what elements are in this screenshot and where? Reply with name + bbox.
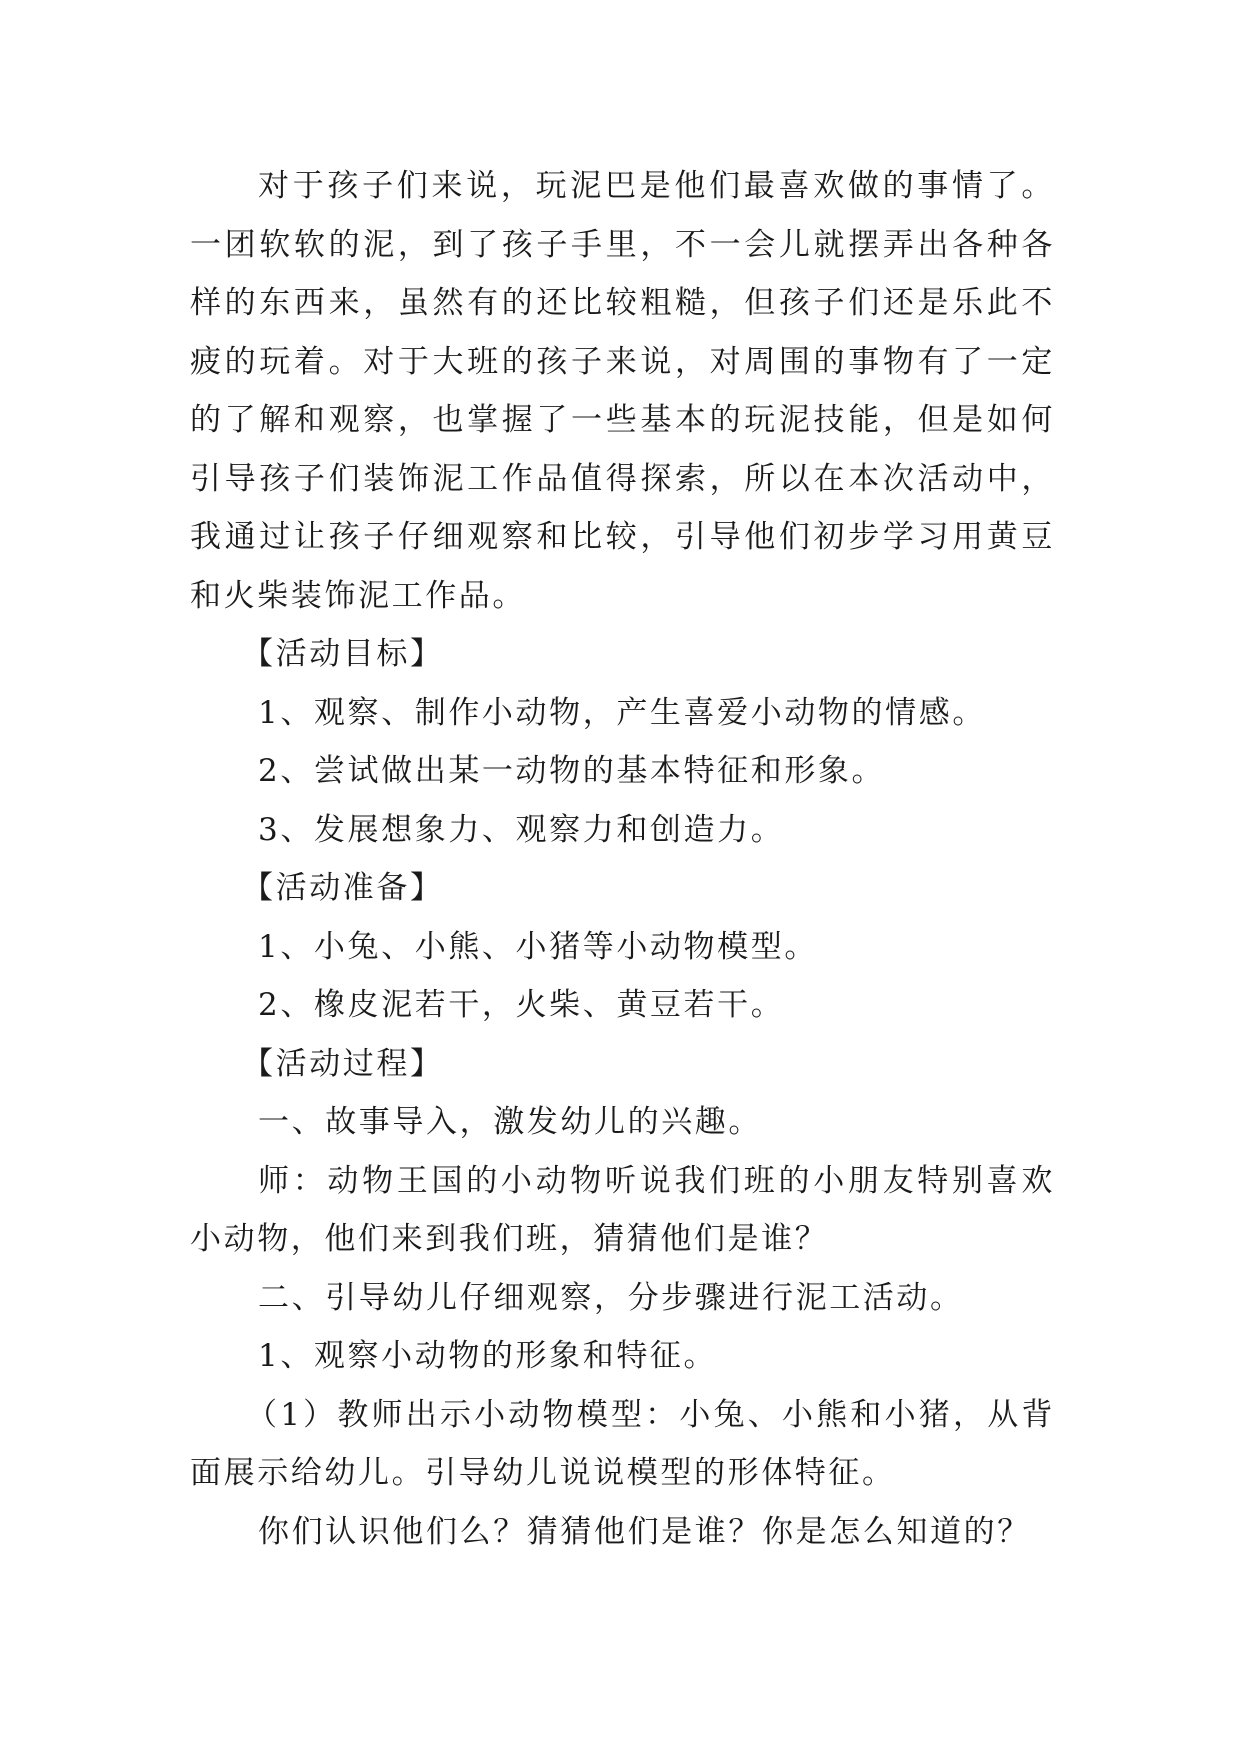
goal-item-1: 1、观察、制作小动物，产生喜爱小动物的情感。 (258, 694, 986, 731)
document-page (190, 157, 1055, 1561)
question-line: 你们认识他们么？猜猜他们是谁？你是怎么知道的？ (258, 1513, 1031, 1550)
prep-item-1: 1、小兔、小熊、小猪等小动物模型。 (258, 928, 818, 965)
process-heading: 【活动过程】 (242, 1045, 444, 1082)
process-step-1: 一、故事导入，激发幼儿的兴趣。 (258, 1104, 762, 1140)
teacher-line: 师：动物王国的小动物听说我们班的小朋友特别喜欢小动物，他们来到我们班，猜猜他们是谁？ (190, 1162, 1055, 1257)
goal-item-2: 2、尝试做出某一动物的基本特征和形象。 (258, 753, 886, 789)
prep-item-2: 2、橡皮泥若干，火柴、黄豆若干。 (258, 987, 785, 1023)
process-step-2-1-1: （1）教师出示小动物模型：小兔、小熊和小猪，从背面展示给幼儿。引导幼儿说说模型的形体特征。 (190, 1396, 1055, 1491)
goal-item-3: 3、发展想象力、观察力和创造力。 (258, 811, 785, 848)
process-step-2: 二、引导幼儿仔细观察，分步骤进行泥工活动。 (258, 1279, 964, 1316)
intro-paragraph: 对于孩子们来说，玩泥巴是他们最喜欢做的事情了。一团软软的泥，到了孩子手里，不一会儿就摆弄出各种各样的东西来，虽然有的还比较粗糙，但孩子们还是乐此不疲的玩着。对于大班的孩子来说，对周围的事物有了一定的了解和观察，也掌握了一些基本的玩泥技能，但是如何引导孩子们装饰泥工作品值得探索，所以在本次活动中，我通过让孩子仔细观察和比较，引导他们初步学习用黄豆和火柴装饰泥工作品。 (190, 168, 1055, 614)
goals-heading: 【活动目标】 (242, 636, 444, 672)
process-step-2-1: 1、观察小动物的形象和特征。 (258, 1338, 718, 1374)
prep-heading: 【活动准备】 (242, 870, 444, 906)
